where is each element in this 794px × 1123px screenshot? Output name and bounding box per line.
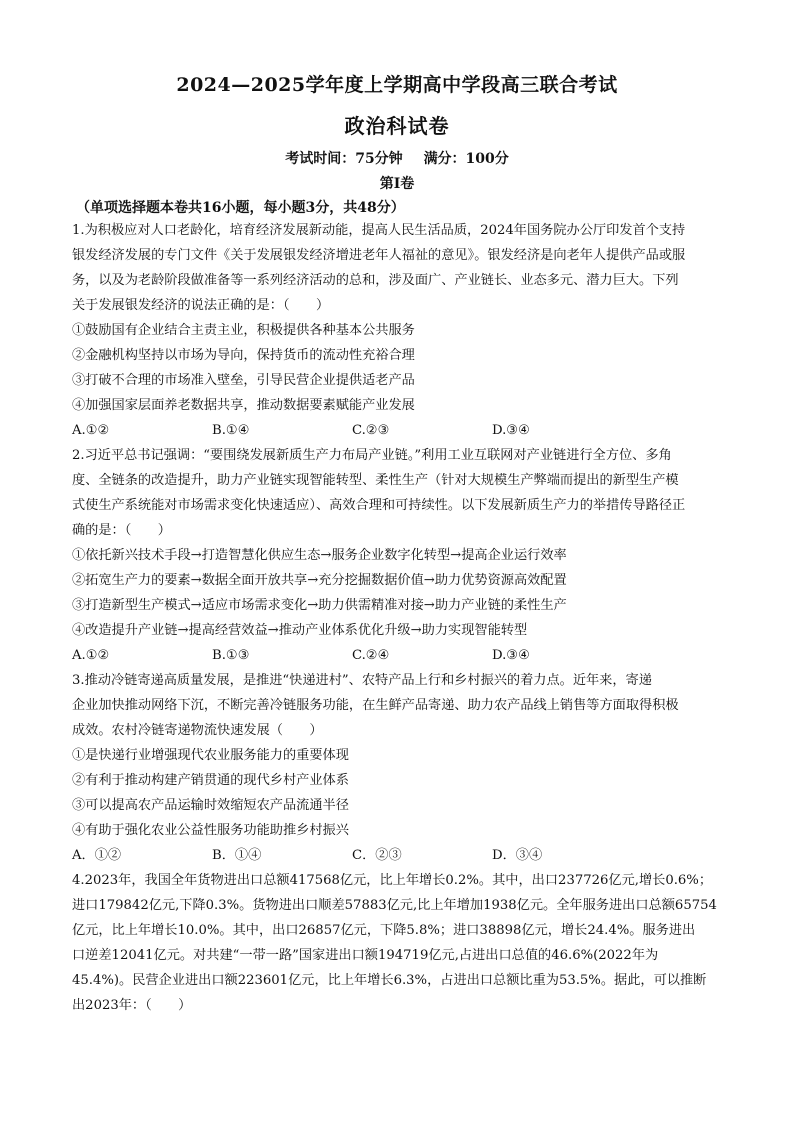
question-line: 关于发展银发经济的说法正确的是：（ ） xyxy=(72,298,330,313)
choice-d[interactable]: D.③④ xyxy=(492,423,530,438)
choice-a[interactable]: A．①② xyxy=(72,848,122,863)
question-1 xyxy=(72,218,726,443)
option-item: ④加强国家层面养老数据共享，推动数据要素赋能产业发展 xyxy=(72,398,415,413)
option-item: ①鼓励国有企业结合主责主业，积极提供各种基本公共服务 xyxy=(72,323,415,338)
question-line: 2.习近平总书记强调：“要围绕发展新质生产力布局产业链。”利用工业互联网对产业链进行全方位、多角 xyxy=(72,448,672,463)
question-line: 出2023年：（ ） xyxy=(72,998,192,1013)
choice-a[interactable]: A.①② xyxy=(72,648,110,663)
answer-choices xyxy=(72,643,726,668)
choice-c[interactable]: C．②③ xyxy=(352,848,402,863)
choice-d[interactable]: D．③④ xyxy=(492,848,543,863)
exam-title: 2024—2025学年度上学期高中学段高三联合考试 xyxy=(176,74,618,96)
question-line: 3.推动冷链寄递高质量发展，是推进“快递进村”、农特产品上行和乡村振兴的着力点。近年来，寄递 xyxy=(72,673,652,688)
option-item: ③可以提高农产品运输时效缩短农产品流通半径 xyxy=(72,798,349,813)
question-line: 式使生产系统能对市场需求变化快速适应）、高效合理和可持续性。以下发展新质生产力的举措传导路径正 xyxy=(72,498,686,513)
question-line: 进口179842亿元,下降0.3%。货物进出口顺差57883亿元,比上年增加1938亿元。全年服务进出口总额65754 xyxy=(72,898,717,913)
question-line: 银发经济发展的专门文件《关于发展银发经济增进老年人福祉的意见》。银发经济是向老年人提供产品或服 xyxy=(72,248,686,263)
option-item: ④改造提升产业链→提高经营效益→推动产业体系优化升级→助力实现智能转型 xyxy=(72,623,528,638)
question-line: 务，以及为老龄阶段做准备等一系列经济活动的总和，涉及面广、产业链长、业态多元、潜力巨大。下列 xyxy=(72,273,679,288)
choice-b[interactable]: B．①④ xyxy=(212,848,262,863)
choice-c[interactable]: C.②③ xyxy=(352,423,390,438)
choice-c[interactable]: C.②④ xyxy=(352,648,390,663)
question-line: 1.为积极应对人口老龄化，培育经济发展新动能，提高人民生活品质，2024年国务院办公厅印发首个支持 xyxy=(72,223,686,238)
option-item: ②拓宽生产力的要素→数据全面开放共享→充分挖掘数据价值→助力优势资源高效配置 xyxy=(72,573,567,588)
question-line: 企业加快推动网络下沉，不断完善冷链服务功能，在生鲜产品寄递、助力农产品线上销售等方面取得积极 xyxy=(72,698,679,713)
question-line: 4.2023年，我国全年货物进出口总额417568亿元，比上年增长0.2%。其中，出口237726亿元,增长0.6%； xyxy=(72,873,713,888)
option-item: ③打造新型生产模式→适应市场需求变化→助力供需精准对接→助力产业链的柔性生产 xyxy=(72,598,567,613)
exam-meta xyxy=(0,148,794,168)
question-line: 亿元，比上年增长10.0%。其中，出口26857亿元，下降5.8%；进口38898亿元，增长24.4%。服务进出 xyxy=(72,923,696,938)
choice-b[interactable]: B.①④ xyxy=(212,423,250,438)
volume-label: 第Ⅰ卷 xyxy=(379,176,415,192)
option-item: ④有助于强化农业公益性服务功能助推乡村振兴 xyxy=(72,823,349,838)
question-line: 成效。农村冷链寄递物流快速发展（ ） xyxy=(72,723,323,738)
section-note: （单项选择题本卷共16小题，每小题3分，共48分） xyxy=(76,200,405,216)
question-2 xyxy=(72,443,726,668)
question-line: 口逆差12041亿元。对共建“一带一路”国家进出口额194719亿元,占进出口总值的46.6%(2022年为 xyxy=(72,948,659,963)
option-item: ①依托新兴技术手段→打造智慧化供应生态→服务企业数字化转型→提高企业运行效率 xyxy=(72,548,567,563)
question-4 xyxy=(72,868,726,1018)
option-item: ①是快递行业增强现代农业服务能力的重要体现 xyxy=(72,748,349,763)
answer-choices xyxy=(72,843,726,868)
option-item: ②金融机构坚持以市场为导向，保持货币的流动性充裕合理 xyxy=(72,348,415,363)
question-3 xyxy=(72,668,726,868)
answer-choices xyxy=(72,418,726,443)
exam-score: 满分：100分 xyxy=(423,151,509,167)
option-item: ③打破不合理的市场准入壁垒，引导民营企业提供适老产品 xyxy=(72,373,415,388)
subject-title: 政治科试卷 xyxy=(344,114,450,138)
questions xyxy=(72,218,726,1018)
question-line: 45.4%)。民营企业进出口额223601亿元，比上年增长6.3%，占进出口总额比重为53.5%。据此，可以推断 xyxy=(72,973,707,988)
option-item: ②有利于推动构建产销贯通的现代乡村产业体系 xyxy=(72,773,349,788)
choice-b[interactable]: B.①③ xyxy=(212,648,250,663)
choice-a[interactable]: A.①② xyxy=(72,423,110,438)
exam-time: 考试时间：75分钟 xyxy=(285,151,403,167)
question-line: 确的是：（ ） xyxy=(72,523,171,538)
question-line: 度、全链条的改造提升，助力产业链实现智能转型、柔性生产（针对大规模生产弊端而提出的新型生产模 xyxy=(72,473,679,488)
choice-d[interactable]: D.③④ xyxy=(492,648,530,663)
